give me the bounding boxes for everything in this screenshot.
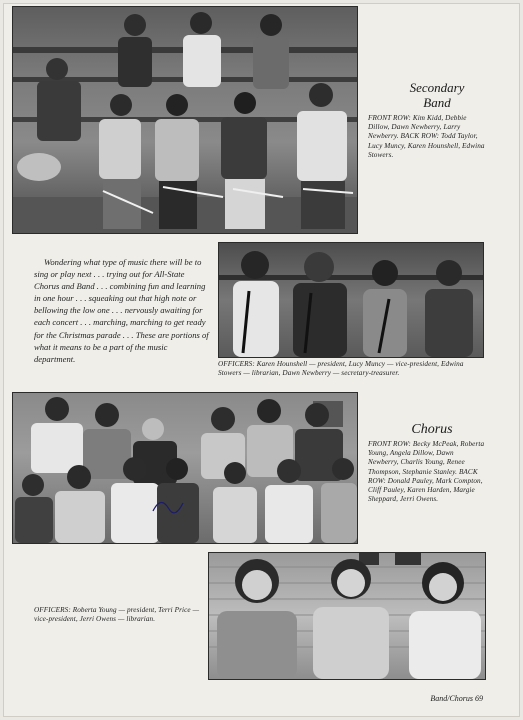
intro-paragraph: Wondering what type of music there will be to sing or play next . . . trying out for All-State Chorus and Band . . . combining fun and learning in one hour . . . squeaking out that high note or bellowing the low one . . . nervously awaiting for each concert . . . marching, marching to get ready for the Christmas parade . . . These are portions of what it means to be a part of the music department. (34, 257, 209, 364)
chorus-caption: FRONT ROW: Becky McPeak, Roberta Young, Angela Dillow, Dawn Newberry, Charlis Young, Renee Thompson, Stephanie Stanley. BACK ROW: Donald Pauley, Mark Compton, Cliff Pauley, Karen Harden, Margie Sheppard, Jerri Owens. (368, 440, 485, 504)
band-officers-caption: OFFICERS: Karen Hounshell — president, Lucy Muncy — vice-president, Edwina Stowers — librarian, Dawn Newberry — secretary-treasurer. (218, 360, 464, 378)
chorus-officers-photo (208, 552, 486, 680)
band-officers-photo (218, 242, 484, 358)
band-caption: FRONT ROW: Kim Kidd, Debbie Dillow, Dawn Newberry, Larry Newberry. BACK ROW: Todd Taylor, Lucy Muncy, Karen Hounshell, Edwina Stowers. (368, 114, 485, 159)
band-heading-line1: Secondary (409, 80, 465, 95)
band-heading (382, 80, 492, 110)
chorus-officers-caption: OFFICERS: Roberta Young — president, Terri Price — vice-president, Jerri Owens — librarian. (34, 606, 200, 624)
chorus-group-photo (12, 392, 358, 544)
page-folio: Band/Chorus 69 (430, 694, 483, 703)
yearbook-page (3, 3, 520, 717)
chorus-heading: Chorus (411, 422, 453, 437)
band-heading-line2: Band (423, 95, 451, 110)
band-group-photo (12, 6, 358, 234)
